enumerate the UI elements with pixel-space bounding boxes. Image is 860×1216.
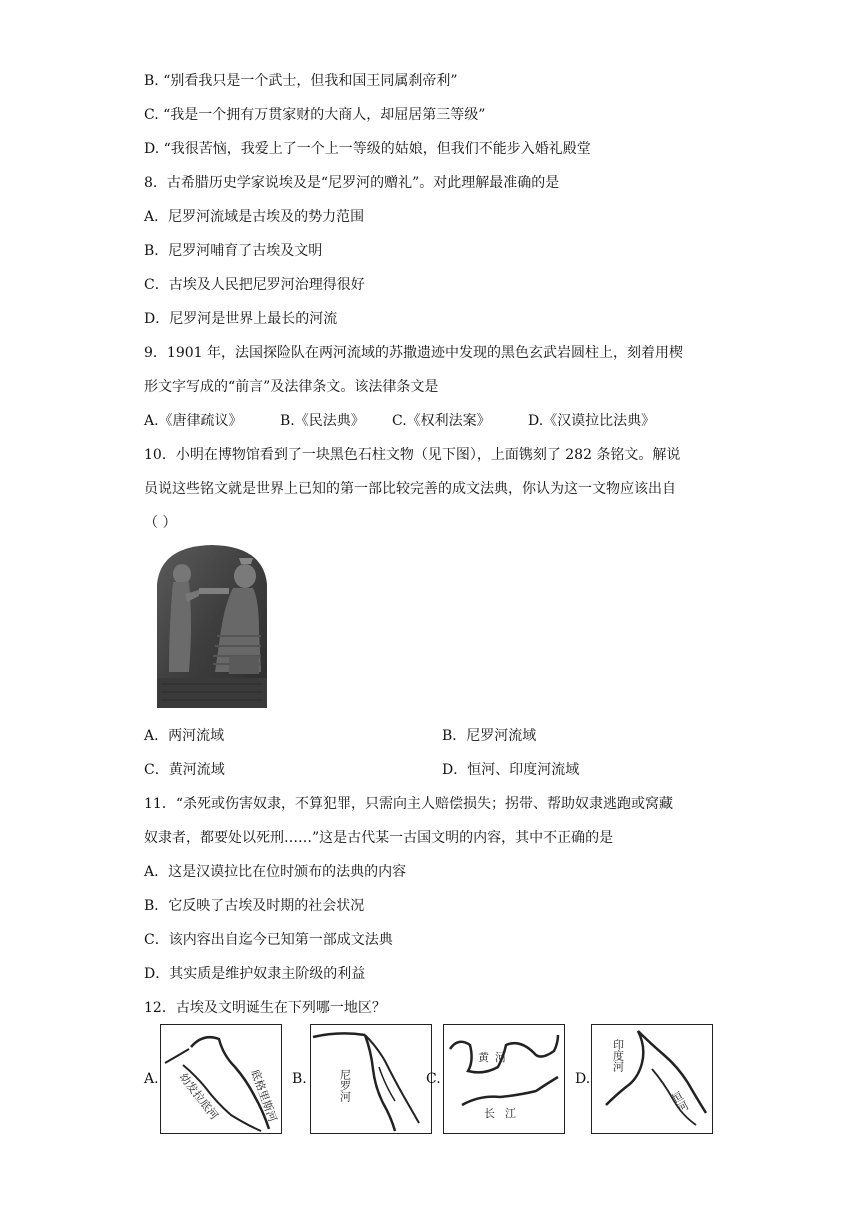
- q12-label-b: B.: [292, 1071, 307, 1087]
- q8-option-a: A．尼罗河流域是古埃及的势力范围: [144, 209, 365, 225]
- q12-stem: 12．古埃及文明诞生在下列哪一地区？: [144, 1000, 386, 1016]
- q8-stem: 8．古希腊历史学家说埃及是“尼罗河的赠礼”。对此理解最准确的是: [144, 175, 560, 191]
- q12-label-d: D.: [575, 1071, 591, 1087]
- map-d-river2-text: 恒河: [668, 1089, 691, 1115]
- q9-option-a: A.《唐律疏议》: [144, 413, 243, 429]
- q11-stem-line2: 奴隶者，都要处以死刑……”这是古代某一古国文明的内容，其中不正确的是: [144, 830, 614, 846]
- q9-option-b: B.《民法典》: [280, 413, 365, 429]
- q12-label-a: A.: [144, 1071, 159, 1087]
- q9-option-c: C.《权利法案》: [392, 413, 491, 429]
- q11-option-a: A．这是汉谟拉比在位时颁布的法典的内容: [144, 864, 407, 880]
- q11-option-c: C．该内容出自迄今已知第一部成文法典: [144, 932, 393, 948]
- q9-stem-line2: 形文字写成的“前言”及法律条文。该法律条文是: [144, 379, 439, 395]
- q11-option-b: B．它反映了古埃及时期的社会状况: [144, 898, 365, 914]
- map-a-river1-text: 底格里斯河: [248, 1067, 280, 1124]
- q11-option-d: D．其实质是维护奴隶主阶级的利益: [144, 966, 366, 982]
- map-tigris-euphrates: [160, 1024, 282, 1134]
- q11-stem-line1: 11．“杀死或伤害奴隶，不算犯罪，只需向主人赔偿损失；拐带、帮助奴隶逃跑或窝藏: [144, 796, 673, 812]
- q12-label-c: C.: [426, 1071, 441, 1087]
- q9-options: [144, 412, 655, 430]
- q10-stem-line3: （ ）: [144, 515, 177, 531]
- map-nile: [310, 1024, 432, 1134]
- q10-stem-line2: 员说这些铭文就是世界上已知的第一部比较完善的成文法典，你认为这一文物应该出自: [144, 481, 676, 497]
- q8-option-d: D．尼罗河是世界上最长的河流: [144, 311, 338, 327]
- q10-stem-line1: 10．小明在博物馆看到了一块黑色石柱文物（见下图），上面镌刻了 282 条铭文。解说: [144, 447, 681, 463]
- q7-option-c: C. “我是一个拥有万贯家财的大商人，却屈居第三等级”: [144, 107, 486, 123]
- map-b-river-text: 尼罗河: [338, 1069, 352, 1102]
- hammurabi-stele-photo: [155, 544, 269, 708]
- map-a-river2-text: 幼发拉底河: [176, 1070, 221, 1123]
- q10-option-d: D．恒河、印度河流域: [442, 762, 580, 778]
- map-yellow-yangtze: [443, 1024, 565, 1134]
- q7-option-d: D. “我很苦恼，我爱上了一个上一等级的姑娘，但我们不能步入婚礼殿堂: [144, 141, 591, 157]
- map-indus-ganges: [591, 1024, 713, 1134]
- q8-option-b: B．尼罗河哺育了古埃及文明: [144, 243, 323, 259]
- q10-option-a: A．两河流域: [144, 728, 225, 744]
- q10-option-b: B．尼罗河流域: [442, 728, 537, 744]
- q10-option-c: C．黄河流域: [144, 762, 225, 778]
- map-c-river2-text: 长江: [484, 1107, 526, 1120]
- map-c-river1-text: 黄河: [478, 1051, 512, 1064]
- q8-option-c: C．古埃及人民把尼罗河治理得很好: [144, 277, 365, 293]
- q7-option-b: B. “别看我只是一个武士，但我和国王同属刹帝利”: [144, 73, 458, 89]
- map-d-river1-text: 印度河: [611, 1039, 625, 1072]
- q9-stem-line1: 9．1901 年，法国探险队在两河流域的苏撒遗迹中发现的黑色玄武岩圆柱上，刻着用楔: [144, 345, 683, 361]
- q9-option-d: D.《汉谟拉比法典》: [528, 413, 656, 429]
